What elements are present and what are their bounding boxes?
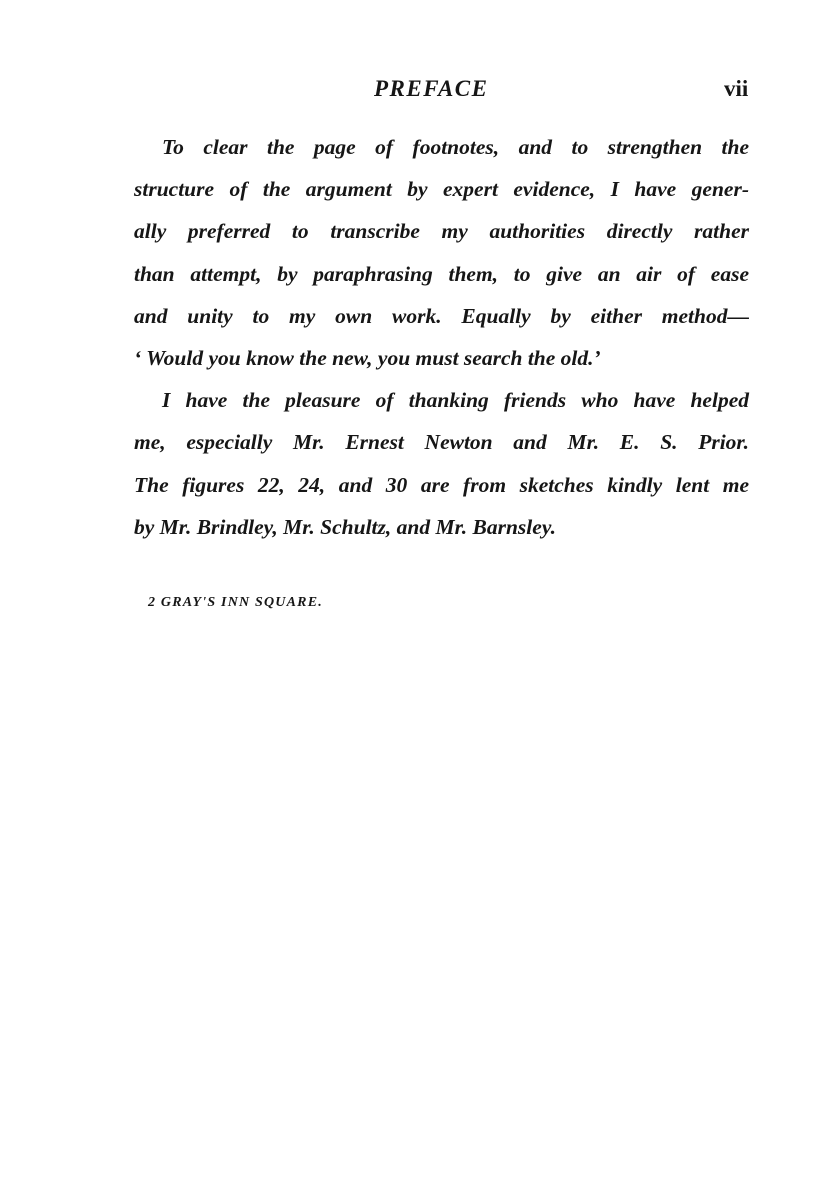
text-line: To clear the page of footnotes, and to strengthen the	[162, 135, 749, 159]
page-number: vii	[724, 76, 749, 101]
text-line: by Mr. Brindley, Mr. Schultz, and Mr. Barnsley.	[134, 514, 556, 539]
text-line: me, especially Mr. Ernest Newton and Mr. E. S. Prior.	[134, 430, 749, 455]
text-line: ally preferred to transcribe my authorities directly rather	[134, 219, 749, 244]
quotation-line: ‘ Would you know the new, you must search the old.’	[134, 345, 601, 370]
preface-text	[134, 126, 749, 548]
running-head	[0, 76, 840, 108]
running-title: PREFACE	[374, 76, 489, 101]
paragraph-1	[134, 126, 749, 379]
signature-address: 2 GRAY'S INN SQUARE.	[148, 595, 323, 610]
text-line: structure of the argument by expert evidence, I have gener-	[134, 177, 749, 202]
text-line: The figures 22, 24, and 30 are from sketches kindly lent me	[134, 472, 749, 497]
paragraph-2	[134, 379, 749, 548]
text-line: than attempt, by paraphrasing them, to give an air of ease	[134, 261, 749, 286]
text-line: and unity to my own work. Equally by either method—	[134, 303, 749, 328]
text-line: I have the pleasure of thanking friends who have helped	[162, 388, 749, 413]
